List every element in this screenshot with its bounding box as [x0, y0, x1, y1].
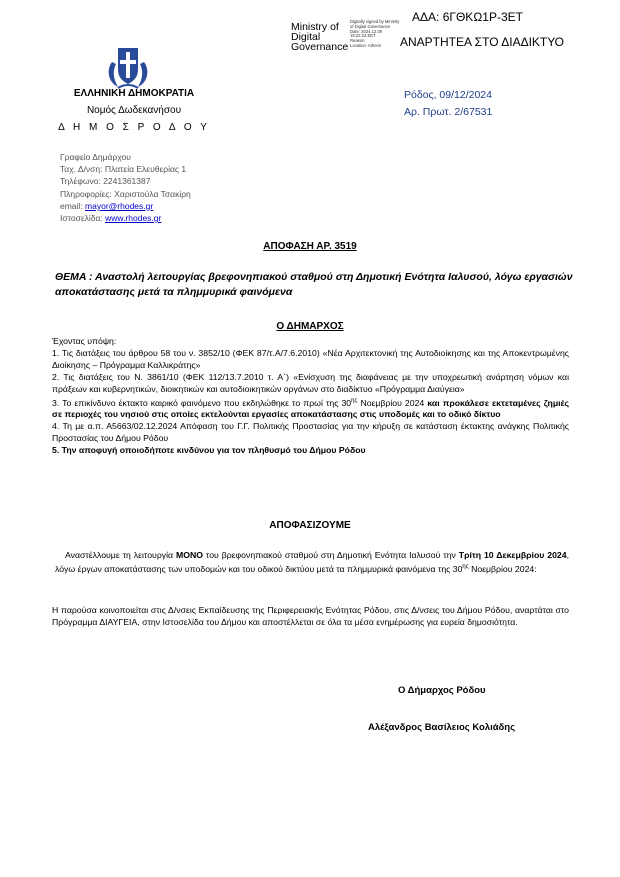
- digital-signature-details: Digitally signed by Ministry of Digital Governance Date: 2024.12.09 19:22:23 EET Reason: Location: Athens: [350, 19, 400, 48]
- subject-line: ΘΕΜΑ : Αναστολή λειτουργίας βρεφονηπιακού σταθμού στη Δημοτική Ενότητα Ιαλυσού, λόγω εργασιών αποκατάστασης μετά τα πλημμυρικά φαινόμενα: [55, 271, 573, 298]
- decide-heading: ΑΠΟΦΑΣΙΖΟΥΜΕ: [269, 520, 351, 531]
- consideration-1: 1. Τις διατάξεις του άρθρου 58 του ν. 3852/10 (ΦΕΚ 87/τ.Α/7.6.2010) «Νέα Αρχιτεκτονική της Αυτοδιοίκησης και της Αποκεντρωμένης Διοίκησης – Πρόγραμμα Καλλικράτης»: [52, 347, 569, 370]
- mayor-heading: Ο ΔΗΜΑΡΧΟΣ: [276, 321, 344, 332]
- ada-code: ΑΔΑ: 6ΓΘΚΩ1Ρ-3ΕΤ: [412, 10, 523, 24]
- contact-block: [60, 151, 191, 224]
- office-line: Γραφείο Δημάρχου: [60, 152, 131, 162]
- considering-label: Έχοντας υπόψη:: [52, 336, 117, 346]
- address-line: Ταχ. Δ/νση: Πλατεία Ελευθερίας 1: [60, 164, 187, 175]
- consideration-4: 4. Τη με α.π. Α5663/02.12.2024 Απόφαση του Γ.Γ. Πολιτικής Προστασίας για την κήρυξη σε κατάσταση έκτακτης ανάγκης Πολιτικής Προστασίας του Δήμου Ρόδου: [52, 421, 569, 444]
- signatory-role: Ο Δήμαρχος Ρόδου: [398, 685, 486, 696]
- document-date: Ρόδος, 09/12/2024: [404, 89, 492, 101]
- email-link[interactable]: mayor@rhodes.gr: [85, 200, 154, 211]
- phone-line: Τηλέφωνο: 2241361387: [60, 176, 151, 187]
- info-line: Πληροφορίες: Χαριστούλα Τσακίρη: [60, 188, 191, 199]
- decision-title: ΑΠΟΦΑΣΗ ΑΡ. 3519: [263, 241, 357, 252]
- notification-paragraph: Η παρούσα κοινοποιείται στις Δ/νσεις Εκπαίδευσης της Περιφερειακής Ενότητας Ρόδου, στις Δ/νσεις του Δήμου Ρόδου, αναρτάται στο Πρόγραμμα ΔΙΑΥΓΕΙΑ, στην Ιστοσελίδα του Δήμου και αποστέλλεται σε όλα τα μέσα ενημέρωσης για ευρεία δημοσιότητα.: [52, 605, 569, 627]
- consideration-2: 2. Τις διατάξεις του Ν. 3861/10 (ΦΕΚ 112/13.7.2010 τ. Α΄) «Ενίσχυση της διαφάνειας με την υποχρεωτική ανάρτηση νόμων και πράξεων και κυβερνητικών, διοικητικών και αυτοδιοικητικών οργάνων στο διαδίκτυο «Πρόγραμμα Διαύγεια»: [52, 371, 569, 394]
- decision-paragraph: Αναστέλλουμε τη λειτουργία ΜΟΝΟ του βρεφονηπιακού σταθμού στη Δημοτική Ενότητα Ιαλυσού την Τρίτη 10 Δεκεμβρίου 2024, λόγω έργων αποκατάστασης των υποδομών και του οδικού δικτύου μετά τα πλημμυρικά φαινόμενα της $30^{\eta\varsigma}$ Νοεμβρίου 2024:: [55, 550, 569, 574]
- considerations-list: [52, 336, 569, 457]
- signatory-name: Αλέξανδρος Βασίλειος Κολιάδης: [368, 722, 516, 733]
- website-link[interactable]: www.rhodes.gr: [105, 213, 162, 224]
- ministry-name: Ministry of Digital Governance: [291, 21, 349, 53]
- posting-notice: ΑΝΑΡΤΗΤΕΑ ΣΤΟ ΔΙΑΔΙΚΤΥΟ: [400, 35, 564, 49]
- country-name: ΕΛΛΗΝΙΚΗ ΔΗΜΟΚΡΑΤΙΑ: [73, 88, 195, 99]
- email-line: email: mayor@rhodes.gr: [60, 200, 154, 211]
- municipality-name: Δ Η Μ Ο Σ Ρ Ο Δ Ο Υ: [58, 122, 210, 133]
- greek-coat-of-arms-emblem: [104, 40, 152, 90]
- consideration-5: 5. Την αποφυγή οποιοδήποτε κινδύνου για τον πληθυσμό του Δήμου Ρόδου: [52, 445, 366, 456]
- prefecture-name: Νομός Δωδεκανήσου: [86, 105, 182, 116]
- website-line: Ιστοσελίδα: www.rhodes.gr: [60, 213, 162, 224]
- consideration-3: 3. Το επικίνδυνο έκτακτο καιρικό φαινόμενο που εκδηλώθηκε το πρωί της $30^{\eta\varsigma}$ Νοεμβρίου 2024 και προκάλεσε εκτεταμένες ζημιές σε περιοχές του νησιού στις οποίες εκτελούνται εργασίες αποκατάστασης στις υποδομές και το οδικό δίκτυο: [52, 397, 569, 420]
- protocol-number: Αρ. Πρωτ. 2/67531: [404, 106, 493, 118]
